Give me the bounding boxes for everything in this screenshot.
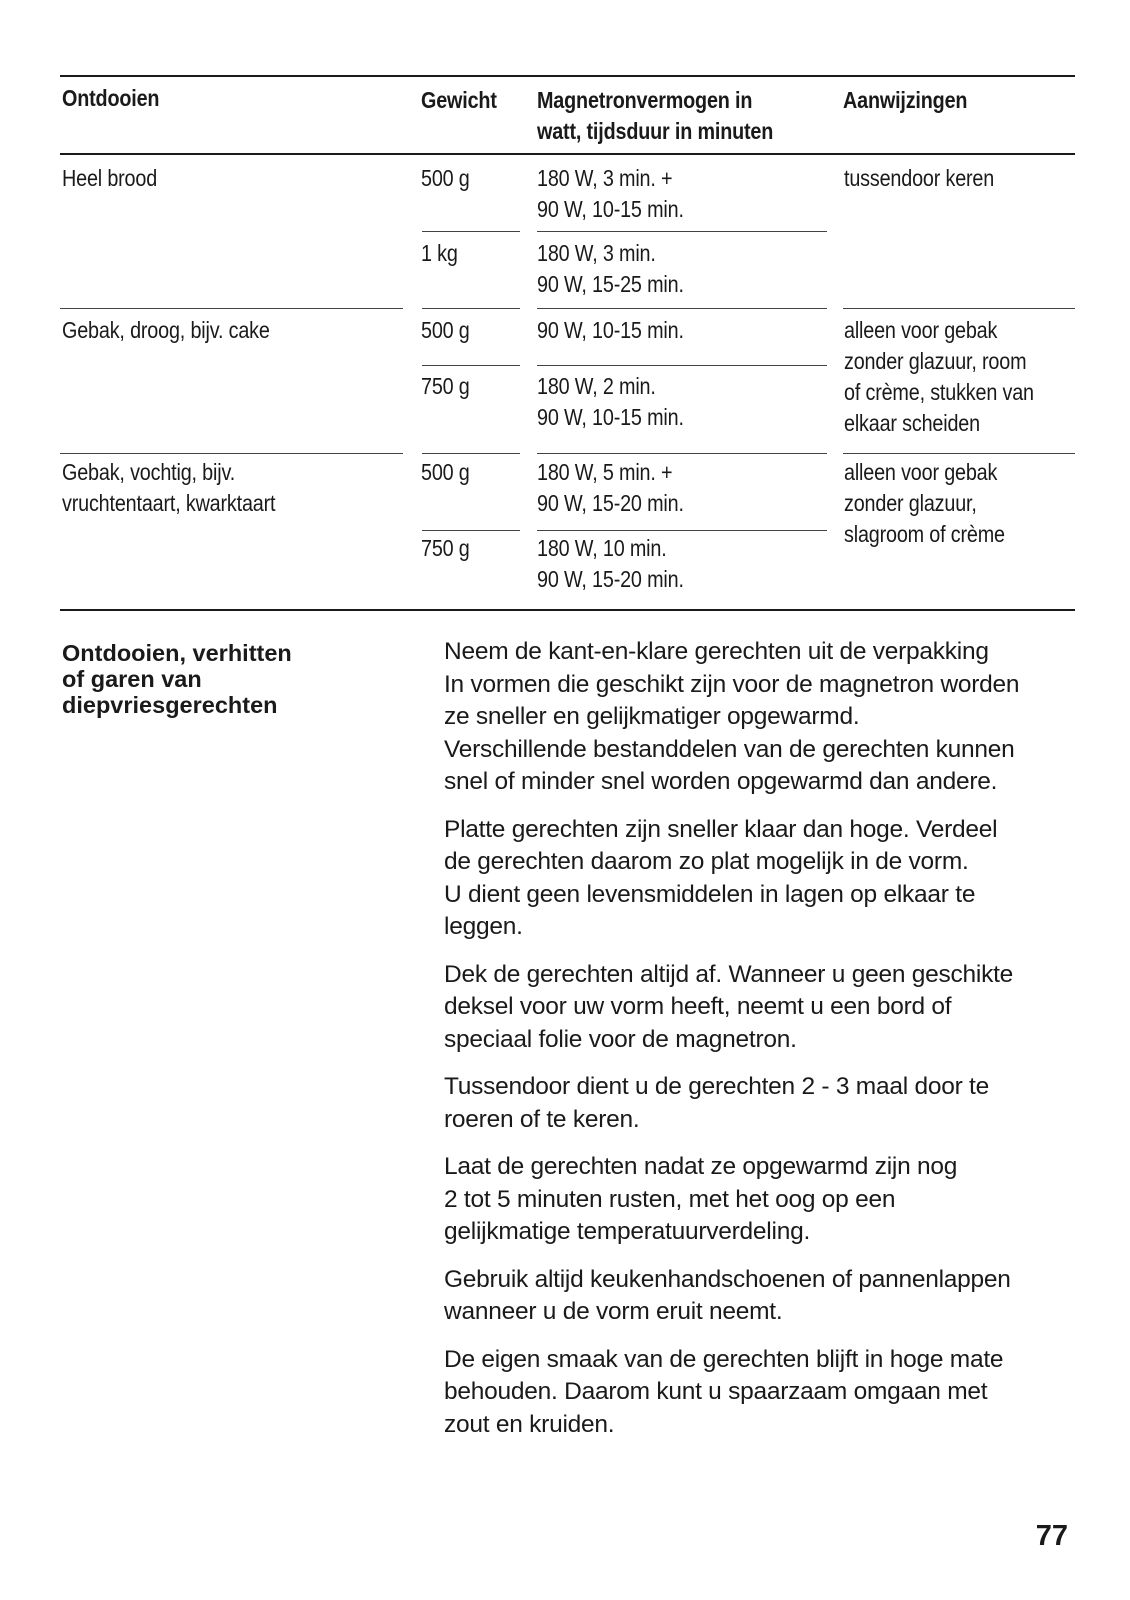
- power-cell: 90 W, 10-15 min.: [537, 317, 684, 343]
- header-bottom-rule: [60, 153, 1075, 155]
- paragraph: Platte gerechten zijn sneller klaar dan hoge. Verdeel de gerechten daarom zo plat mogelijk in de vorm. U dient geen levensmiddelen in lagen op elkaar te leggen.: [444, 815, 998, 940]
- group-divider: [422, 308, 520, 309]
- power-cell: 180 W, 3 min. 90 W, 15-25 min.: [537, 240, 684, 297]
- power-cell: 180 W, 10 min. 90 W, 15-20 min.: [537, 535, 684, 592]
- section-body: [444, 636, 1084, 1456]
- page-number: 77: [1035, 1520, 1068, 1552]
- paragraph: Dek de gerechten altijd af. Wanneer u geen geschikte deksel voor uw vorm heeft, neemt u een bord of speciaal folie voor de magnetron.: [444, 960, 1014, 1053]
- table-top-rule: [60, 75, 1075, 77]
- header-notes: Aanwijzingen: [843, 87, 968, 113]
- power-cell: 180 W, 2 min. 90 W, 10-15 min.: [537, 373, 684, 430]
- header-weight: Gewicht: [421, 87, 497, 113]
- header-item: Ontdooien: [62, 85, 160, 111]
- paragraph: Neem de kant-en-klare gerechten uit de verpakking In vormen die geschikt zijn voor de magnetron worden ze sneller en gelijkmatiger opgewarmd. Verschillende bestanddelen van de gerechten kunnen snel of minder snel worden opgewarmd dan andere.: [444, 638, 1020, 795]
- item-cell: Gebak, droog, bijv. cake: [62, 317, 270, 343]
- group-divider: [60, 308, 403, 309]
- weight-cell: 750 g: [421, 535, 470, 561]
- row-divider: [422, 365, 520, 366]
- group-divider: [537, 453, 827, 454]
- group-divider: [60, 453, 403, 454]
- paragraph: Tussendoor dient u de gerechten 2 - 3 maal door te roeren of te keren.: [444, 1073, 989, 1133]
- power-cell: 180 W, 3 min. + 90 W, 10-15 min.: [537, 165, 684, 222]
- group-divider: [422, 453, 520, 454]
- header-power-time: Magnetronvermogen in watt, tijdsduur in minuten: [537, 87, 774, 144]
- weight-cell: 500 g: [421, 459, 470, 485]
- weight-cell: 500 g: [421, 317, 470, 343]
- row-divider: [422, 231, 520, 232]
- item-cell: Gebak, vochtig, bijv. vruchtentaart, kwarktaart: [62, 459, 276, 516]
- group-divider: [843, 453, 1075, 454]
- note-cell: alleen voor gebak zonder glazuur, slagroom of crème: [844, 459, 1005, 547]
- paragraph: Gebruik altijd keukenhandschoenen of pannenlappen wanneer u de vorm eruit neemt.: [444, 1265, 1011, 1325]
- row-divider: [537, 365, 827, 366]
- weight-cell: 500 g: [421, 165, 470, 191]
- row-divider: [422, 530, 520, 531]
- section-title: Ontdooien, verhitten of garen van diepvriesgerechten: [62, 640, 292, 718]
- power-cell: 180 W, 5 min. + 90 W, 15-20 min.: [537, 459, 684, 516]
- weight-cell: 750 g: [421, 373, 470, 399]
- table-bottom-rule: [60, 609, 1075, 611]
- row-divider: [537, 231, 827, 232]
- item-cell: Heel brood: [62, 165, 158, 191]
- paragraph: De eigen smaak van de gerechten blijft in hoge mate behouden. Daarom kunt u spaarzaam omgaan met zout en kruiden.: [444, 1345, 1004, 1438]
- note-cell: tussendoor keren: [844, 165, 995, 191]
- group-divider: [843, 308, 1075, 309]
- defrost-table: [60, 75, 1075, 612]
- weight-cell: 1 kg: [421, 240, 458, 266]
- paragraph: Laat de gerechten nadat ze opgewarmd zijn nog 2 tot 5 minuten rusten, met het oog op een gelijkmatige temperatuurverdeling.: [444, 1153, 958, 1245]
- row-divider: [537, 530, 827, 531]
- group-divider: [537, 308, 827, 309]
- note-cell: alleen voor gebak zonder glazuur, room of crème, stukken van elkaar scheiden: [844, 317, 1034, 436]
